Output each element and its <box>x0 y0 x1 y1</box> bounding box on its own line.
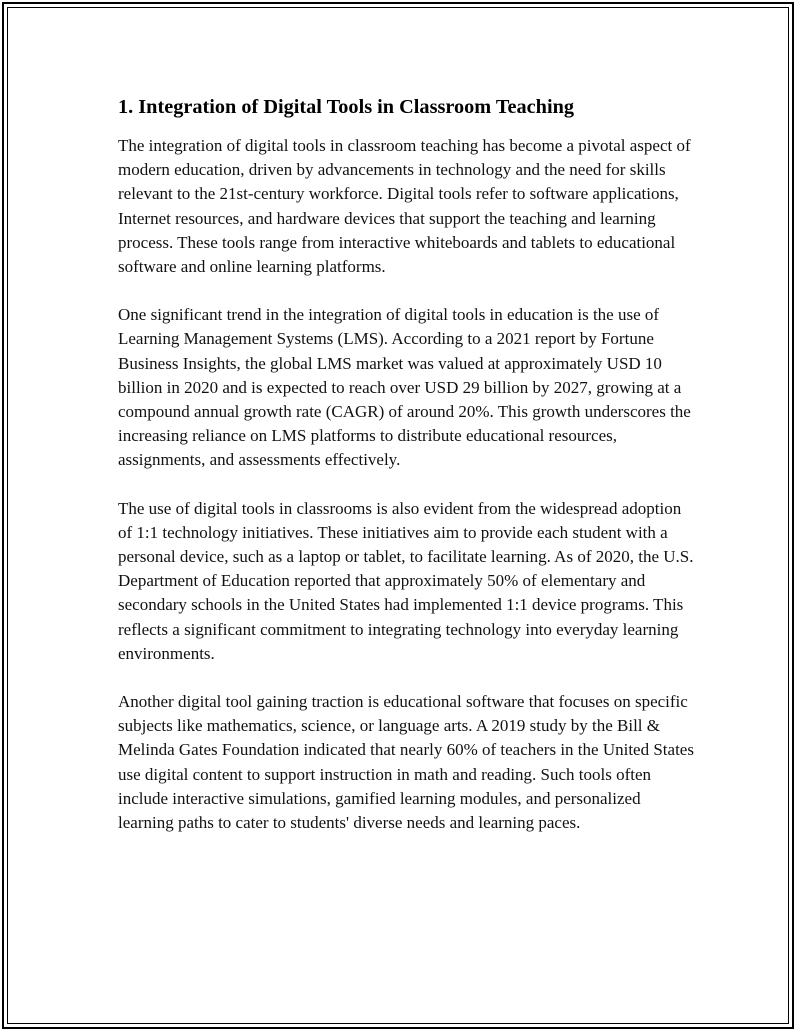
document-body <box>118 94 696 859</box>
paragraph-digital-tools-intro: The integration of digital tools in classroom teaching has become a pivotal aspect of modern education, driven by advancements in technology and the need for skills relevant to the 21st-century workforce. Digital tools refer to software applications, Internet resources, and hardware devices that support the teaching and learning process. These tools range from interactive whiteboards and tablets to educational software and online learning platforms. <box>118 136 691 277</box>
paragraph-lms-trend: One significant trend in the integration of digital tools in education is the use of Learning Management Systems (LMS). According to a 2021 report by Fortune Business Insights, the global LMS market was valued at approximately USD 10 billion in 2020 and is expected to reach over USD 29 billion by 2027, growing at a compound annual growth rate (CAGR) of around 20%. This growth underscores the increasing reliance on LMS platforms to distribute educational resources, assignments, and assessments effectively. <box>118 305 691 470</box>
paragraph-one-to-one-initiatives: The use of digital tools in classrooms is also evident from the widespread adoption of 1:1 technology initiatives. These initiatives aim to provide each student with a personal device, such as a laptop or tablet, to facilitate learning. As of 2020, the U.S. Department of Education reported that approximately 50% of elementary and secondary schools in the United States had implemented 1:1 device programs. This reflects a significant commitment to integrating technology into everyday learning environments. <box>118 498 694 663</box>
section-heading: 1. Integration of Digital Tools in Classroom Teaching <box>118 96 575 118</box>
paragraph-educational-software: Another digital tool gaining traction is educational software that focuses on specific subjects like mathematics, science, or language arts. A 2019 study by the Bill & Melinda Gates Foundation indicated that nearly 60% of teachers in the United States use digital content to support instruction in math and reading. Such tools often include interactive simulations, gamified learning modules, and personalized learning paths to cater to students' diverse needs and learning paces. <box>118 692 694 833</box>
